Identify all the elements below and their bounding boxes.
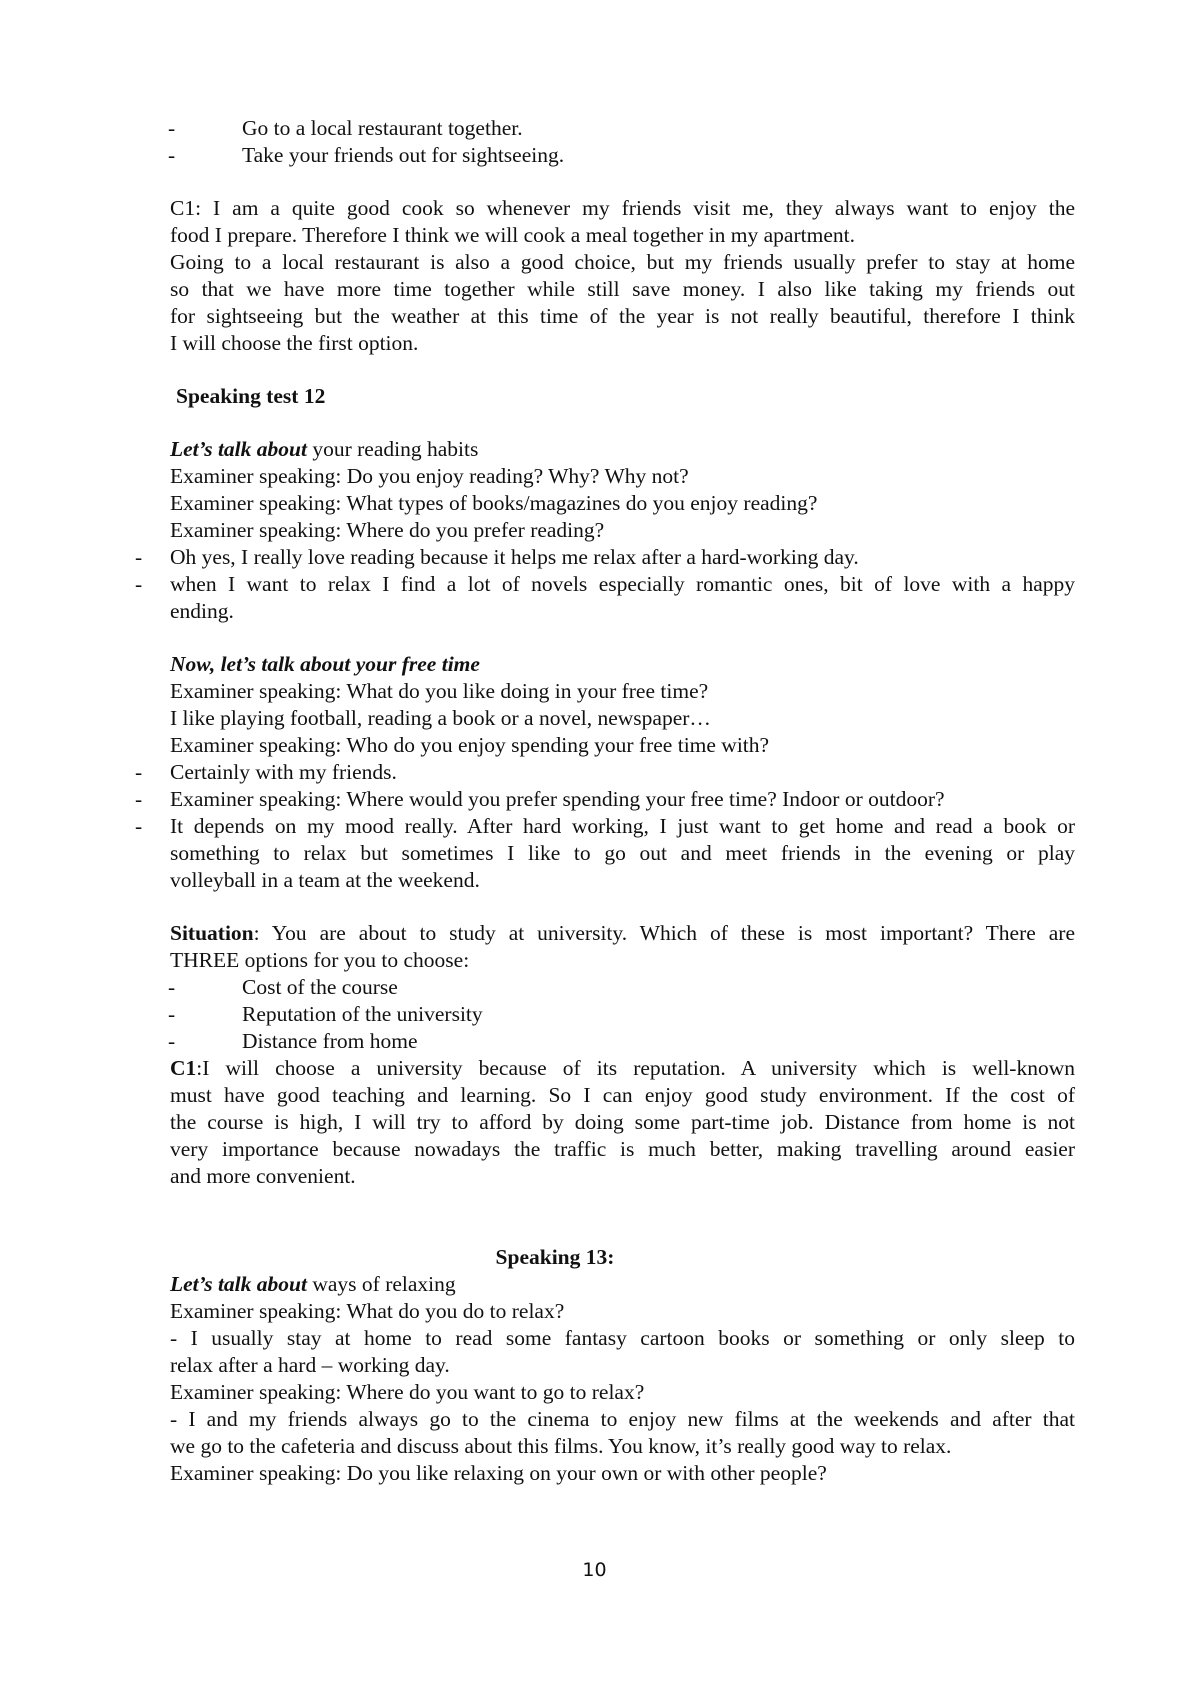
option-item: Distance from home (242, 1029, 418, 1053)
c1-answer-line: so that we have more time together while still save money. I also like taking my friends out (170, 277, 1075, 301)
page-number: 10 (582, 1559, 607, 1581)
answer-line: It depends on my mood really. After hard working, I just want to get home and read a book or (170, 814, 1075, 838)
examiner-question: Examiner speaking: Where would you prefer spending your free time? Indoor or outdoor? (170, 787, 945, 811)
bullet-dash: - (168, 116, 176, 140)
c1-answer-line: and more convenient. (170, 1164, 356, 1188)
bullet-dash: - (135, 814, 143, 838)
topic-heading-free-time: Now, let’s talk about your free time (170, 652, 480, 676)
answer-line: I like playing football, reading a book or a novel, newspaper… (170, 706, 711, 730)
c1-answer-line: C1: I am a quite good cook so whenever my friends visit me, they always want to enjoy the (170, 196, 1075, 220)
answer-line: - I and my friends always go to the cinema to enjoy new films at the weekends and after that (170, 1407, 1075, 1431)
c1-answer-line: very importance because nowadays the traffic is much better, making travelling around easier (170, 1137, 1075, 1161)
option-item: Go to a local restaurant together. (242, 116, 523, 140)
answer-line: relax after a hard – working day. (170, 1353, 450, 1377)
c1-answer-line: food I prepare. Therefore I think we will cook a meal together in my apartment. (170, 223, 855, 247)
answer-line: something to relax but sometimes I like to go out and meet friends in the evening or play (170, 841, 1075, 865)
situation-text: : You are about to study at university. Which of these is most important? There are (253, 921, 1075, 945)
c1-answer-text: :I will choose a university because of its reputation. A university which is well-known (196, 1056, 1075, 1080)
examiner-question: Examiner speaking: Do you like relaxing on your own or with other people? (170, 1461, 827, 1485)
topic-intro-text: your reading habits (306, 437, 479, 461)
examiner-question: Examiner speaking: Do you enjoy reading? Why? Why not? (170, 464, 689, 488)
c1-answer-line: must have good teaching and learning. So I can enjoy good study environment. If the cost of (170, 1083, 1075, 1107)
c1-answer-line: the course is high, I will try to afford by doing some part-time job. Distance from home is not (170, 1110, 1075, 1134)
bullet-dash: - (135, 760, 143, 784)
bullet-dash: - (135, 572, 143, 596)
section-heading-test13: Speaking 13: (495, 1245, 615, 1269)
option-item: Cost of the course (242, 975, 398, 999)
c1-answer-line (170, 1055, 1075, 1082)
answer-line: Certainly with my friends. (170, 760, 397, 784)
answer-line: we go to the cafeteria and discuss about this films. You know, it’s really good way to relax. (170, 1434, 952, 1458)
section-heading-test12: Speaking test 12 (176, 384, 326, 408)
situation-prompt (170, 920, 1075, 947)
bullet-dash: - (168, 1002, 176, 1026)
bullet-dash: - (168, 975, 176, 999)
c1-answer-line: I will choose the first option. (170, 331, 419, 355)
topic-intro-bold: Let’s talk about (170, 1272, 307, 1296)
examiner-question: Examiner speaking: What types of books/magazines do you enjoy reading? (170, 491, 818, 515)
bullet-dash: - (135, 787, 143, 811)
answer-line: - I usually stay at home to read some fantasy cartoon books or something or only sleep to (170, 1326, 1075, 1350)
c1-answer-line: for sightseeing but the weather at this time of the year is not really beautiful, therefore I think (170, 304, 1075, 328)
topic-intro-relaxing (170, 1271, 456, 1298)
topic-intro-bold: Let’s talk about (170, 437, 307, 461)
examiner-question: Examiner speaking: Where do you want to go to relax? (170, 1380, 645, 1404)
bullet-dash: - (168, 143, 176, 167)
situation-label: Situation (170, 921, 254, 945)
answer-line: Oh yes, I really love reading because it helps me relax after a hard-working day. (170, 545, 859, 569)
topic-intro-text: ways of relaxing (306, 1272, 456, 1296)
c1-label: C1 (170, 1056, 197, 1080)
c1-answer-line: Going to a local restaurant is also a good choice, but my friends usually prefer to stay at home (170, 250, 1075, 274)
answer-line: ending. (170, 599, 234, 623)
option-item: Reputation of the university (242, 1002, 483, 1026)
answer-line: volleyball in a team at the weekend. (170, 868, 480, 892)
situation-text: THREE options for you to choose: (170, 948, 470, 972)
bullet-dash: - (135, 545, 143, 569)
examiner-question: Examiner speaking: What do you do to relax? (170, 1299, 565, 1323)
answer-line: when I want to relax I find a lot of novels especially romantic ones, bit of love with a happy (170, 572, 1075, 596)
examiner-question: Examiner speaking: Where do you prefer reading? (170, 518, 605, 542)
topic-intro-reading (170, 436, 478, 463)
option-item: Take your friends out for sightseeing. (242, 143, 565, 167)
examiner-question: Examiner speaking: What do you like doing in your free time? (170, 679, 709, 703)
examiner-question: Examiner speaking: Who do you enjoy spending your free time with? (170, 733, 770, 757)
bullet-dash: - (168, 1029, 176, 1053)
